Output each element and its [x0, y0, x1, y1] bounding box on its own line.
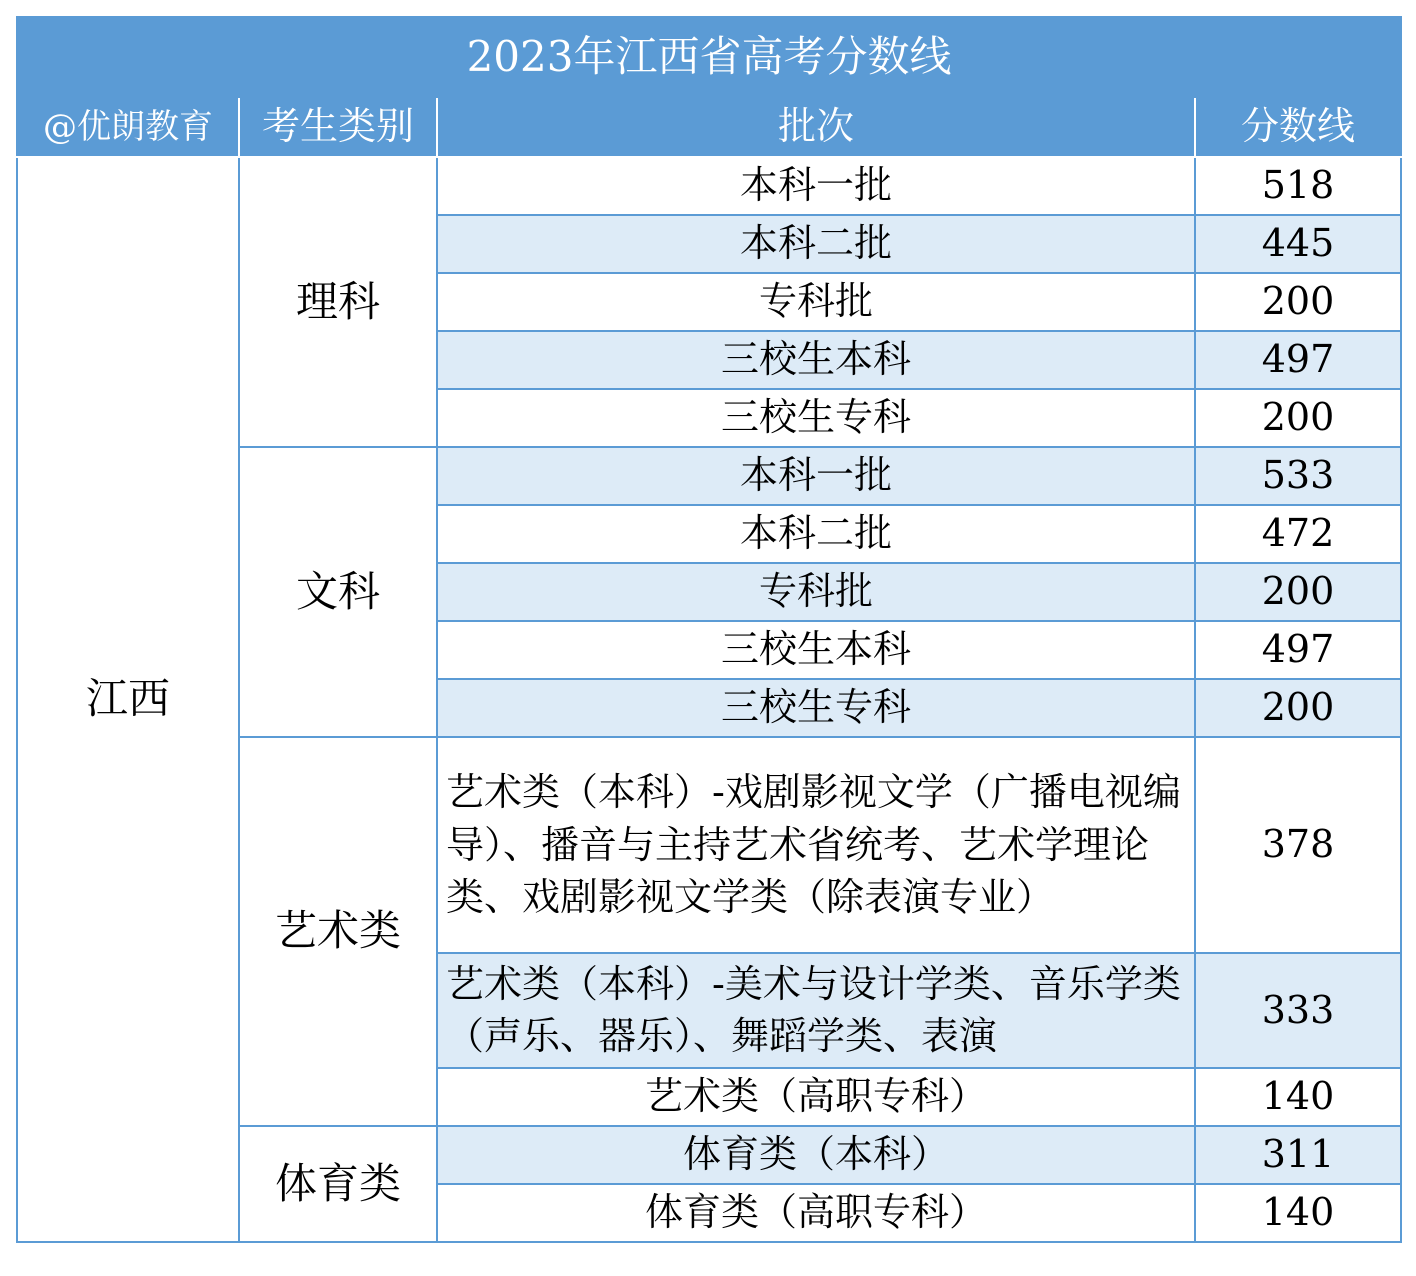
score-cell: 333	[1195, 953, 1401, 1068]
score-cell: 445	[1195, 215, 1401, 273]
category-cell: 体育类	[239, 1126, 437, 1242]
score-cell: 497	[1195, 621, 1401, 679]
score-cell: 200	[1195, 273, 1401, 331]
batch-cell: 专科批	[437, 273, 1195, 331]
batch-cell: 三校生本科	[437, 621, 1195, 679]
score-cell: 311	[1195, 1126, 1401, 1184]
province-cell: 江西	[17, 157, 239, 1242]
score-cell: 518	[1195, 157, 1401, 215]
batch-cell: 本科二批	[437, 215, 1195, 273]
category-cell: 理科	[239, 157, 437, 447]
score-cell: 200	[1195, 389, 1401, 447]
score-cell: 497	[1195, 331, 1401, 389]
score-header: 分数线	[1195, 97, 1401, 157]
batch-cell: 三校生本科	[437, 331, 1195, 389]
batch-cell: 专科批	[437, 563, 1195, 621]
batch-cell: 本科二批	[437, 505, 1195, 563]
batch-header: 批次	[437, 97, 1195, 157]
watermark-header: @优朗教育	[17, 97, 239, 157]
category-header: 考生类别	[239, 97, 437, 157]
batch-cell: 艺术类（本科）-美术与设计学类、音乐学类（声乐、器乐）、舞蹈学类、表演	[437, 953, 1195, 1068]
batch-cell: 三校生专科	[437, 389, 1195, 447]
category-cell: 艺术类	[239, 737, 437, 1126]
batch-cell: 本科一批	[437, 157, 1195, 215]
category-cell: 文科	[239, 447, 437, 737]
score-cell: 140	[1195, 1184, 1401, 1242]
score-cell: 533	[1195, 447, 1401, 505]
score-cell: 472	[1195, 505, 1401, 563]
batch-cell: 体育类（本科）	[437, 1126, 1195, 1184]
batch-cell: 三校生专科	[437, 679, 1195, 737]
score-cell: 200	[1195, 679, 1401, 737]
score-table	[16, 16, 1402, 1243]
batch-cell: 本科一批	[437, 447, 1195, 505]
score-cell: 140	[1195, 1068, 1401, 1126]
score-cell: 378	[1195, 737, 1401, 953]
batch-cell: 体育类（高职专科）	[437, 1184, 1195, 1242]
table-title: 2023年江西省高考分数线	[17, 17, 1401, 97]
batch-cell: 艺术类（本科）-戏剧影视文学（广播电视编导）、播音与主持艺术省统考、艺术学理论类、戏剧影视文学类（除表演专业）	[437, 737, 1195, 953]
batch-cell: 艺术类（高职专科）	[437, 1068, 1195, 1126]
score-cell: 200	[1195, 563, 1401, 621]
